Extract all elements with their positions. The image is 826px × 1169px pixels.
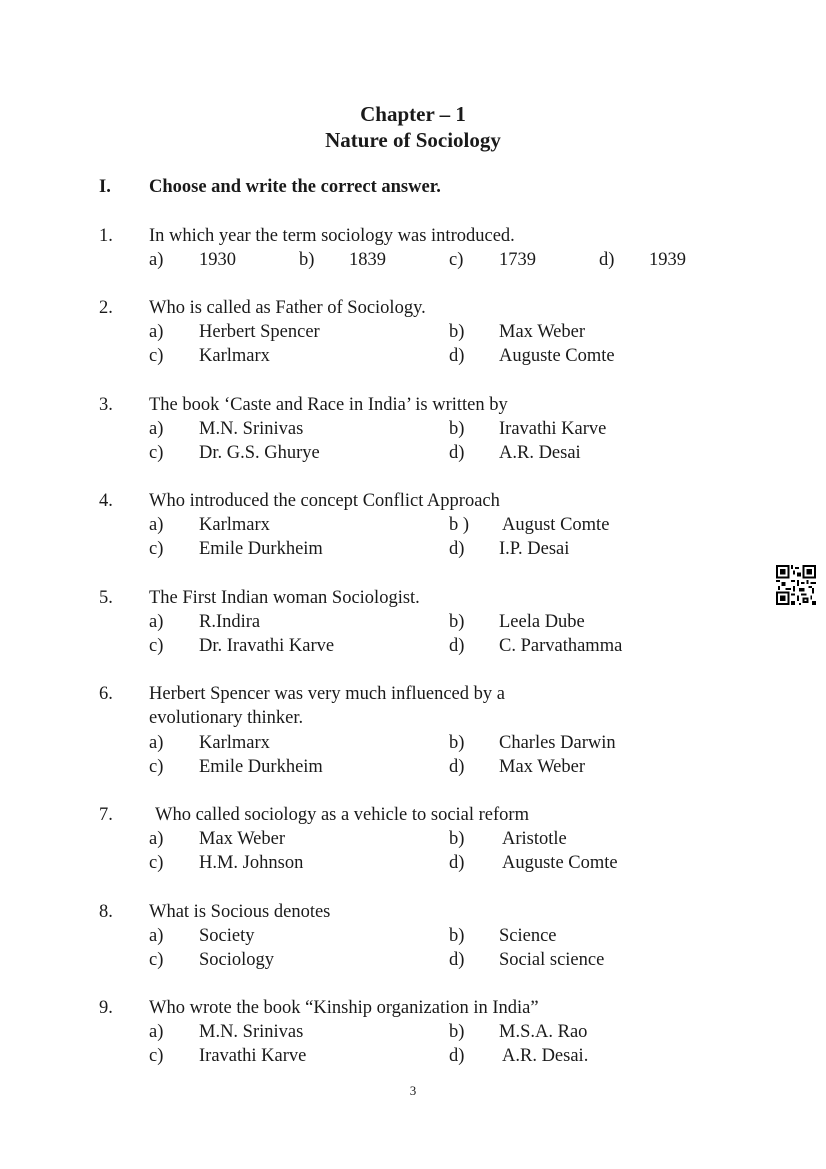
question-number: 4.: [99, 491, 113, 511]
option-label: a): [149, 829, 164, 849]
option-label: d): [599, 250, 615, 270]
chapter-heading: Chapter – 1: [360, 102, 466, 126]
option-text: 1739: [499, 250, 536, 270]
option-text: A.R. Desai: [499, 443, 581, 463]
option-text: M.N. Srinivas: [199, 1022, 304, 1042]
option-text: Max Weber: [499, 757, 586, 777]
option-label: a): [149, 926, 164, 946]
question-number: 2.: [99, 298, 113, 318]
question-9: [0, 997, 826, 1069]
option-label: d): [449, 346, 465, 366]
option-label: d): [449, 853, 465, 873]
question-text: Who is called as Father of Sociology.: [149, 298, 426, 318]
question-text: Herbert Spencer was very much influenced by a: [149, 684, 505, 704]
option-text: 1930: [199, 250, 236, 270]
option-text: Society: [199, 926, 255, 946]
option-text: Herbert Spencer: [199, 322, 320, 342]
question-5: [0, 587, 826, 659]
option-text: Dr. Iravathi Karve: [199, 636, 335, 656]
option-text: Science: [499, 926, 557, 946]
chapter-title: Nature of Sociology: [325, 128, 501, 152]
option-label: d): [449, 636, 465, 656]
option-label: d): [449, 539, 465, 559]
question-text: In which year the term sociology was introduced.: [149, 226, 515, 246]
option-text: Social science: [499, 950, 605, 970]
option-label: b): [449, 829, 465, 849]
option-text: Karlmarx: [199, 346, 270, 366]
option-label: d): [449, 950, 465, 970]
option-label: c): [149, 346, 164, 366]
option-label: d): [449, 1046, 465, 1066]
option-label: a): [149, 322, 164, 342]
option-text: Auguste Comte: [499, 346, 615, 366]
option-text: I.P. Desai: [499, 539, 570, 559]
question-1: [0, 225, 826, 273]
option-label: c): [149, 757, 164, 777]
option-text: A.R. Desai.: [502, 1046, 589, 1066]
option-label: b): [449, 733, 465, 753]
question-text-continued: evolutionary thinker.: [149, 708, 304, 728]
option-label: a): [149, 1022, 164, 1042]
option-label: d): [449, 443, 465, 463]
option-label: c): [149, 950, 164, 970]
question-6: [0, 683, 826, 779]
section-number: I.: [99, 177, 111, 197]
question-number: 1.: [99, 226, 113, 246]
option-text: Iravathi Karve: [199, 1046, 307, 1066]
option-label: b ): [449, 515, 470, 535]
option-text: H.M. Johnson: [199, 853, 304, 873]
option-label: b): [449, 322, 465, 342]
option-label: c): [149, 636, 164, 656]
option-text: C. Parvathamma: [499, 636, 623, 656]
option-label: c): [149, 853, 164, 873]
option-label: a): [149, 419, 164, 439]
option-text: Max Weber: [199, 829, 286, 849]
question-number: 5.: [99, 588, 113, 608]
option-text: Iravathi Karve: [499, 419, 607, 439]
question-3: [0, 394, 826, 466]
question-text: Who wrote the book “Kinship organization in India”: [149, 998, 539, 1018]
question-2: [0, 297, 826, 369]
option-text: Sociology: [199, 950, 275, 970]
question-number: 8.: [99, 902, 113, 922]
option-text: Auguste Comte: [502, 853, 618, 873]
question-text: The First Indian woman Sociologist.: [149, 588, 420, 608]
option-text: Emile Durkheim: [199, 539, 323, 559]
option-text: R.Indira: [199, 612, 261, 632]
option-label: c): [149, 443, 164, 463]
section-instruction: Choose and write the correct answer.: [149, 177, 441, 197]
question-8: [0, 901, 826, 973]
question-number: 6.: [99, 684, 113, 704]
question-number: 3.: [99, 395, 113, 415]
option-label: a): [149, 515, 164, 535]
option-text: Karlmarx: [199, 515, 270, 535]
question-text: The book ‘Caste and Race in India’ is written by: [149, 395, 508, 415]
question-number: 7.: [99, 805, 113, 825]
question-4: [0, 490, 826, 562]
option-text: 1839: [349, 250, 386, 270]
option-text: Emile Durkheim: [199, 757, 323, 777]
option-label: c): [149, 1046, 164, 1066]
option-label: d): [449, 757, 465, 777]
question-text: Who called sociology as a vehicle to social reform: [155, 805, 529, 825]
option-label: a): [149, 612, 164, 632]
option-text: Dr. G.S. Ghurye: [199, 443, 320, 463]
option-text: Max Weber: [499, 322, 586, 342]
option-label: a): [149, 733, 164, 753]
option-text: M.S.A. Rao: [499, 1022, 588, 1042]
option-label: b): [299, 250, 315, 270]
option-text: Aristotle: [502, 829, 567, 849]
option-label: c): [449, 250, 464, 270]
option-label: b): [449, 1022, 465, 1042]
option-text: August Comte: [502, 515, 610, 535]
option-text: Leela Dube: [499, 612, 585, 632]
option-label: b): [449, 612, 465, 632]
question-7: [0, 804, 826, 876]
page-number: 3: [409, 1083, 417, 1098]
question-text: What is Socious denotes: [149, 902, 331, 922]
option-text: Karlmarx: [199, 733, 270, 753]
option-label: c): [149, 539, 164, 559]
option-label: b): [449, 926, 465, 946]
question-text: Who introduced the concept Conflict Approach: [149, 491, 500, 511]
option-label: a): [149, 250, 164, 270]
option-text: 1939: [649, 250, 686, 270]
option-label: b): [449, 419, 465, 439]
option-text: M.N. Srinivas: [199, 419, 304, 439]
question-number: 9.: [99, 998, 113, 1018]
qr-code-icon: [776, 565, 816, 605]
option-text: Charles Darwin: [499, 733, 616, 753]
